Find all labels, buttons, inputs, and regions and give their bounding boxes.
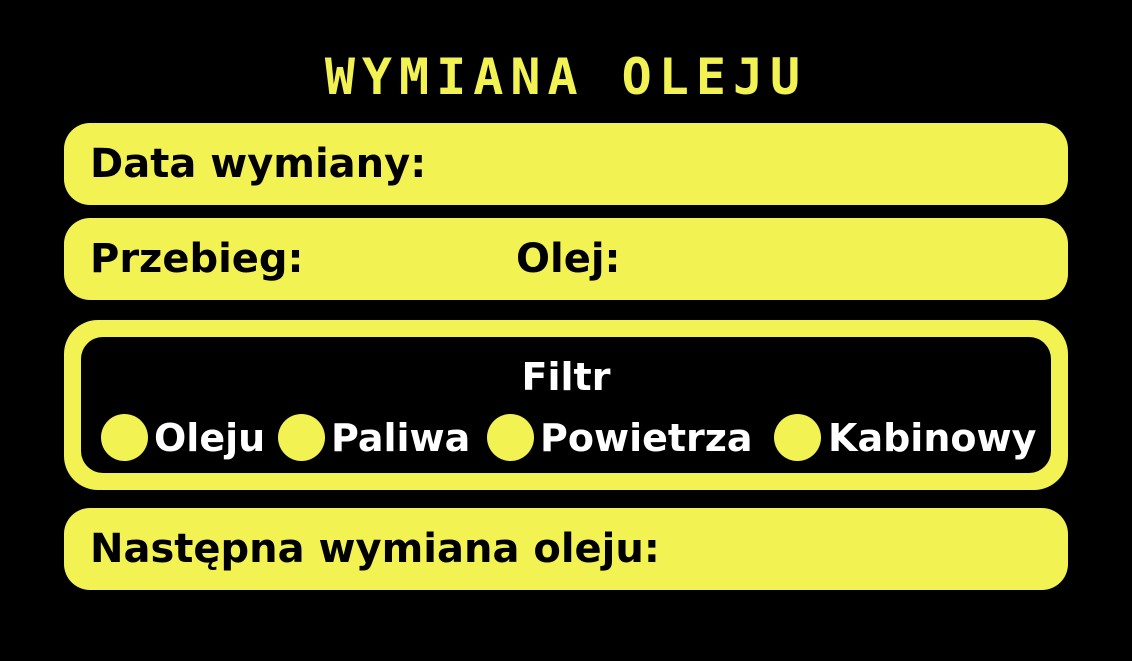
form-title: WYMIANA OLEJU (324, 48, 808, 106)
oil-label: Olej: (516, 236, 621, 282)
mileage-label: Przebieg: (90, 236, 304, 282)
circle-checkbox-icon[interactable] (101, 414, 148, 461)
next-change-row[interactable] (64, 508, 1068, 590)
filter-panel-inner (81, 337, 1051, 473)
circle-checkbox-icon[interactable] (774, 414, 821, 461)
filter-option-label: Kabinowy (828, 416, 1037, 460)
date-label: Data wymiany: (90, 141, 427, 187)
filter-option-label: Powietrza (540, 416, 753, 460)
filter-option-label: Oleju (154, 416, 266, 460)
next-change-label: Następna wymiana oleju: (90, 526, 660, 572)
filter-option-label: Paliwa (331, 416, 471, 460)
circle-checkbox-icon[interactable] (278, 414, 325, 461)
mileage-oil-row (64, 218, 1068, 300)
circle-checkbox-icon[interactable] (487, 414, 534, 461)
date-field-row[interactable] (64, 123, 1068, 205)
filter-panel (64, 320, 1068, 490)
filter-title: Filtr (521, 355, 611, 399)
